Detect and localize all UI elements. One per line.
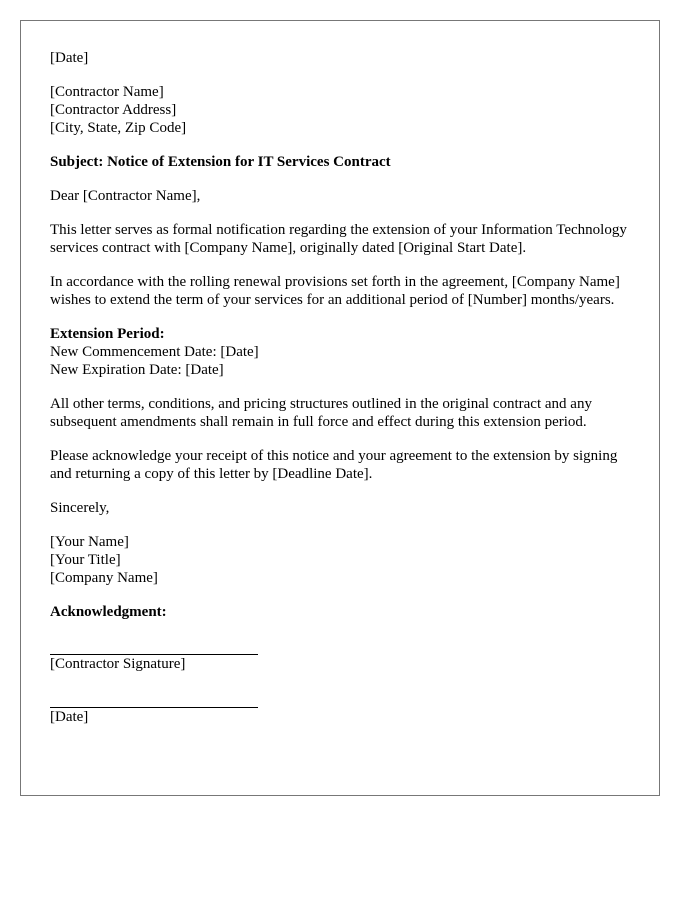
paragraph-notification: This letter serves as formal notification regarding the extension of your Information Technology services contract with [Company Name], originally dated [Original Start Date]. xyxy=(50,222,627,256)
spacer xyxy=(50,205,640,221)
recipient-block xyxy=(50,83,640,137)
spacer xyxy=(50,431,640,447)
extension-period-block xyxy=(50,325,640,379)
paragraph-acknowledge-request: Please acknowledge your receipt of this notice and your agreement to the extension by signing and returning a copy of this letter by [Deadline Date]. xyxy=(50,448,618,482)
paragraph-renewal: In accordance with the rolling renewal provisions set forth in the agreement, [Company Name] wishes to extend the term of your services for an additional period of [Number] months/years. xyxy=(50,274,620,308)
spacer xyxy=(50,587,640,603)
spacer xyxy=(50,483,640,499)
spacer xyxy=(50,621,640,654)
recipient-name: [Contractor Name] xyxy=(50,84,164,100)
contractor-signature-label: [Contractor Signature] xyxy=(50,656,186,672)
acknowledgment-date-label: [Date] xyxy=(50,709,89,725)
letter-date: [Date] xyxy=(50,50,89,66)
acknowledgment-heading: Acknowledgment: xyxy=(50,604,167,620)
extension-heading: Extension Period: xyxy=(50,326,165,342)
sender-company: [Company Name] xyxy=(50,570,158,586)
subject-line: Subject: Notice of Extension for IT Services Contract xyxy=(50,154,391,170)
spacer xyxy=(50,257,640,273)
spacer xyxy=(50,517,640,533)
spacer xyxy=(50,137,640,153)
spacer xyxy=(50,171,640,187)
letter-page xyxy=(20,20,660,796)
recipient-address: [Contractor Address] xyxy=(50,102,177,118)
spacer xyxy=(50,67,640,83)
paragraph-terms: All other terms, conditions, and pricing structures outlined in the original contract and any subsequent amendments shall remain in full force and effect during this extension period. xyxy=(50,396,592,430)
sender-title: [Your Title] xyxy=(50,552,121,568)
expiration-date: New Expiration Date: [Date] xyxy=(50,362,224,378)
letter-body xyxy=(50,49,640,726)
salutation: Dear [Contractor Name], xyxy=(50,188,201,204)
commencement-date: New Commencement Date: [Date] xyxy=(50,344,259,360)
spacer xyxy=(50,309,640,325)
recipient-city-state-zip: [City, State, Zip Code] xyxy=(50,120,187,136)
spacer xyxy=(50,379,640,395)
sender-name: [Your Name] xyxy=(50,534,129,550)
spacer xyxy=(50,673,640,707)
closing: Sincerely, xyxy=(50,500,110,516)
sender-block xyxy=(50,533,640,587)
